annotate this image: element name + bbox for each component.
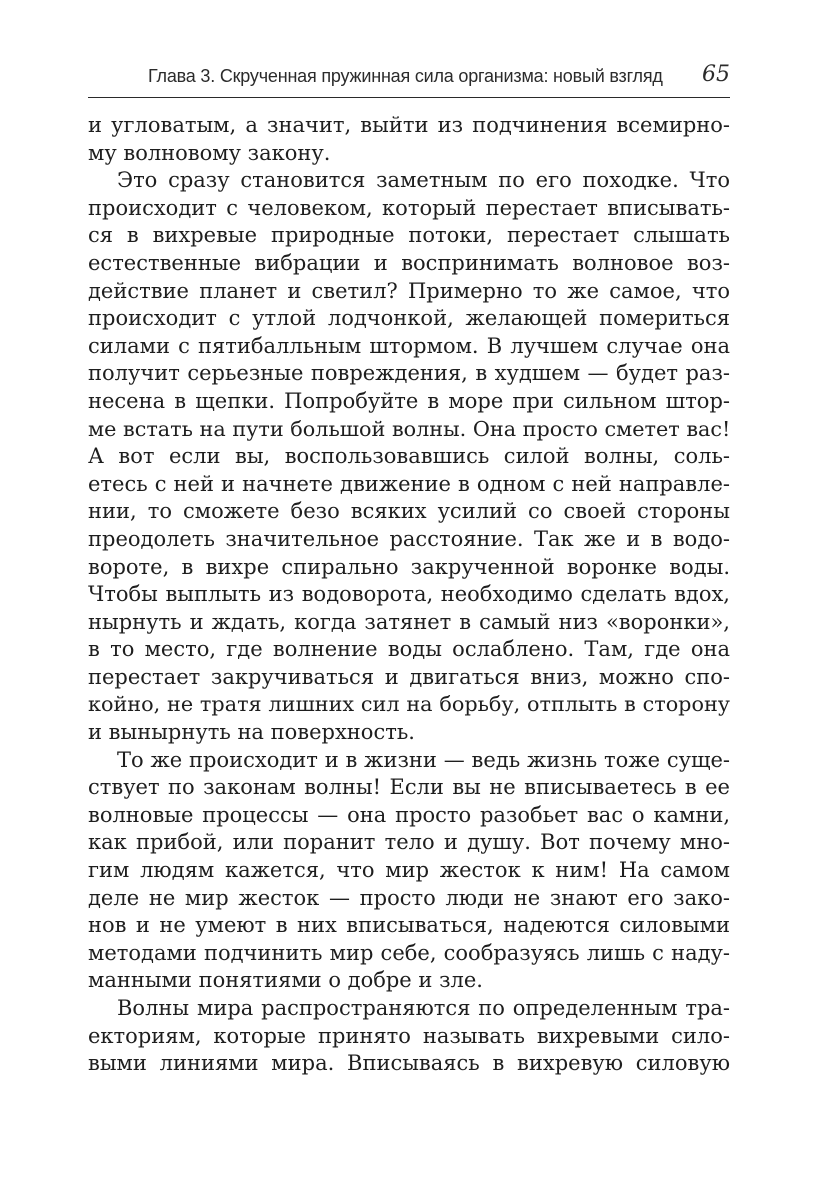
text-line: происходит с утлой лодчонкой, желающей помериться bbox=[88, 306, 730, 331]
text-line: То же происходит и в жизни — ведь жизнь тоже суще- bbox=[117, 747, 730, 772]
paragraph-2 bbox=[88, 167, 730, 746]
text-line: ся в вихревые природные потоки, перестает слышать bbox=[88, 223, 730, 248]
text-line: нии, то сможете безо всяких усилий со своей стороны bbox=[88, 499, 730, 524]
text-line: силами с пятибалльным штормом. В лучшем случае она bbox=[88, 333, 730, 358]
text-line: методами подчинить мир себе, сообразуясь лишь с наду- bbox=[88, 940, 730, 965]
text-line: волновые процессы — она просто разобьет вас о камни, bbox=[88, 802, 730, 827]
text-line: ме встать на пути большой волны. Она просто сметет вас! bbox=[88, 416, 730, 441]
text-line: Чтобы выплыть из водоворота, необходимо сделать вдох, bbox=[88, 582, 730, 607]
text-line: деле не мир жесток — просто люди не знают его зако- bbox=[88, 885, 730, 910]
chapter-title: Глава 3. Скрученная пружинная сила организма: новый взгляд bbox=[148, 66, 663, 86]
text-line: му волновому закону. bbox=[88, 140, 331, 165]
text-line: ствует по законам волны! Если вы не вписываетесь в ее bbox=[88, 775, 730, 800]
paragraph-1 bbox=[88, 112, 730, 167]
text-line: нов и не умеют в них вписываться, надеются силовыми bbox=[88, 913, 730, 938]
text-line: преодолеть значительное расстояние. Так же и в водо- bbox=[88, 526, 730, 551]
text-line: екториям, которые принято называть вихревыми сило- bbox=[88, 1023, 730, 1048]
text-line: етесь с ней и начнете движение в одном с ней направле- bbox=[88, 471, 730, 496]
text-line: естественные вибрации и воспринимать волновое воз- bbox=[88, 250, 730, 275]
paragraph-4 bbox=[88, 995, 730, 1078]
page-number: 65 bbox=[702, 62, 730, 87]
text-line: выми линиями мира. Вписываясь в вихревую силовую bbox=[88, 1051, 730, 1076]
text-line: манными понятиями о добре и зле. bbox=[88, 968, 483, 993]
text-line: нырнуть и ждать, когда затянет в самый низ «воронки», bbox=[88, 609, 730, 634]
text-line: койно, не тратя лишних сил на борьбу, отплыть в сторону bbox=[88, 692, 730, 717]
text-line: несена в щепки. Попробуйте в море при сильном штор- bbox=[88, 388, 730, 413]
text-line: как прибой, или поранит тело и душу. Вот почему мно- bbox=[88, 830, 730, 855]
paragraph-3 bbox=[88, 747, 730, 995]
text-line: Волны мира распространяются по определенным тра- bbox=[117, 996, 730, 1020]
text-line: происходит с человеком, который перестает вписывать- bbox=[88, 195, 730, 220]
text-line: Это сразу становится заметным по его походке. Что bbox=[117, 168, 730, 193]
text-line: действие планет и светил? Примерно то же самое, что bbox=[88, 278, 730, 303]
text-line: А вот если вы, воспользовавшись силой волны, соль- bbox=[88, 444, 730, 469]
text-line: в то место, где волнение воды ослаблено. Там, где она bbox=[88, 637, 730, 662]
text-line: и угловатым, а значит, выйти из подчинения всемирно- bbox=[88, 113, 730, 137]
body-text bbox=[88, 112, 730, 1078]
text-line: и вынырнуть на поверхность. bbox=[88, 720, 415, 745]
text-line: вороте, в вихре спирально закрученной воронке воды. bbox=[88, 554, 730, 579]
text-line: перестает закручиваться и двигаться вниз, можно спо- bbox=[88, 664, 730, 689]
text-line: получит серьезные повреждения, в худшем — будет раз- bbox=[88, 361, 730, 386]
running-header bbox=[88, 62, 730, 98]
text-line: гим людям кажется, что мир жесток к ним! На самом bbox=[88, 858, 730, 883]
